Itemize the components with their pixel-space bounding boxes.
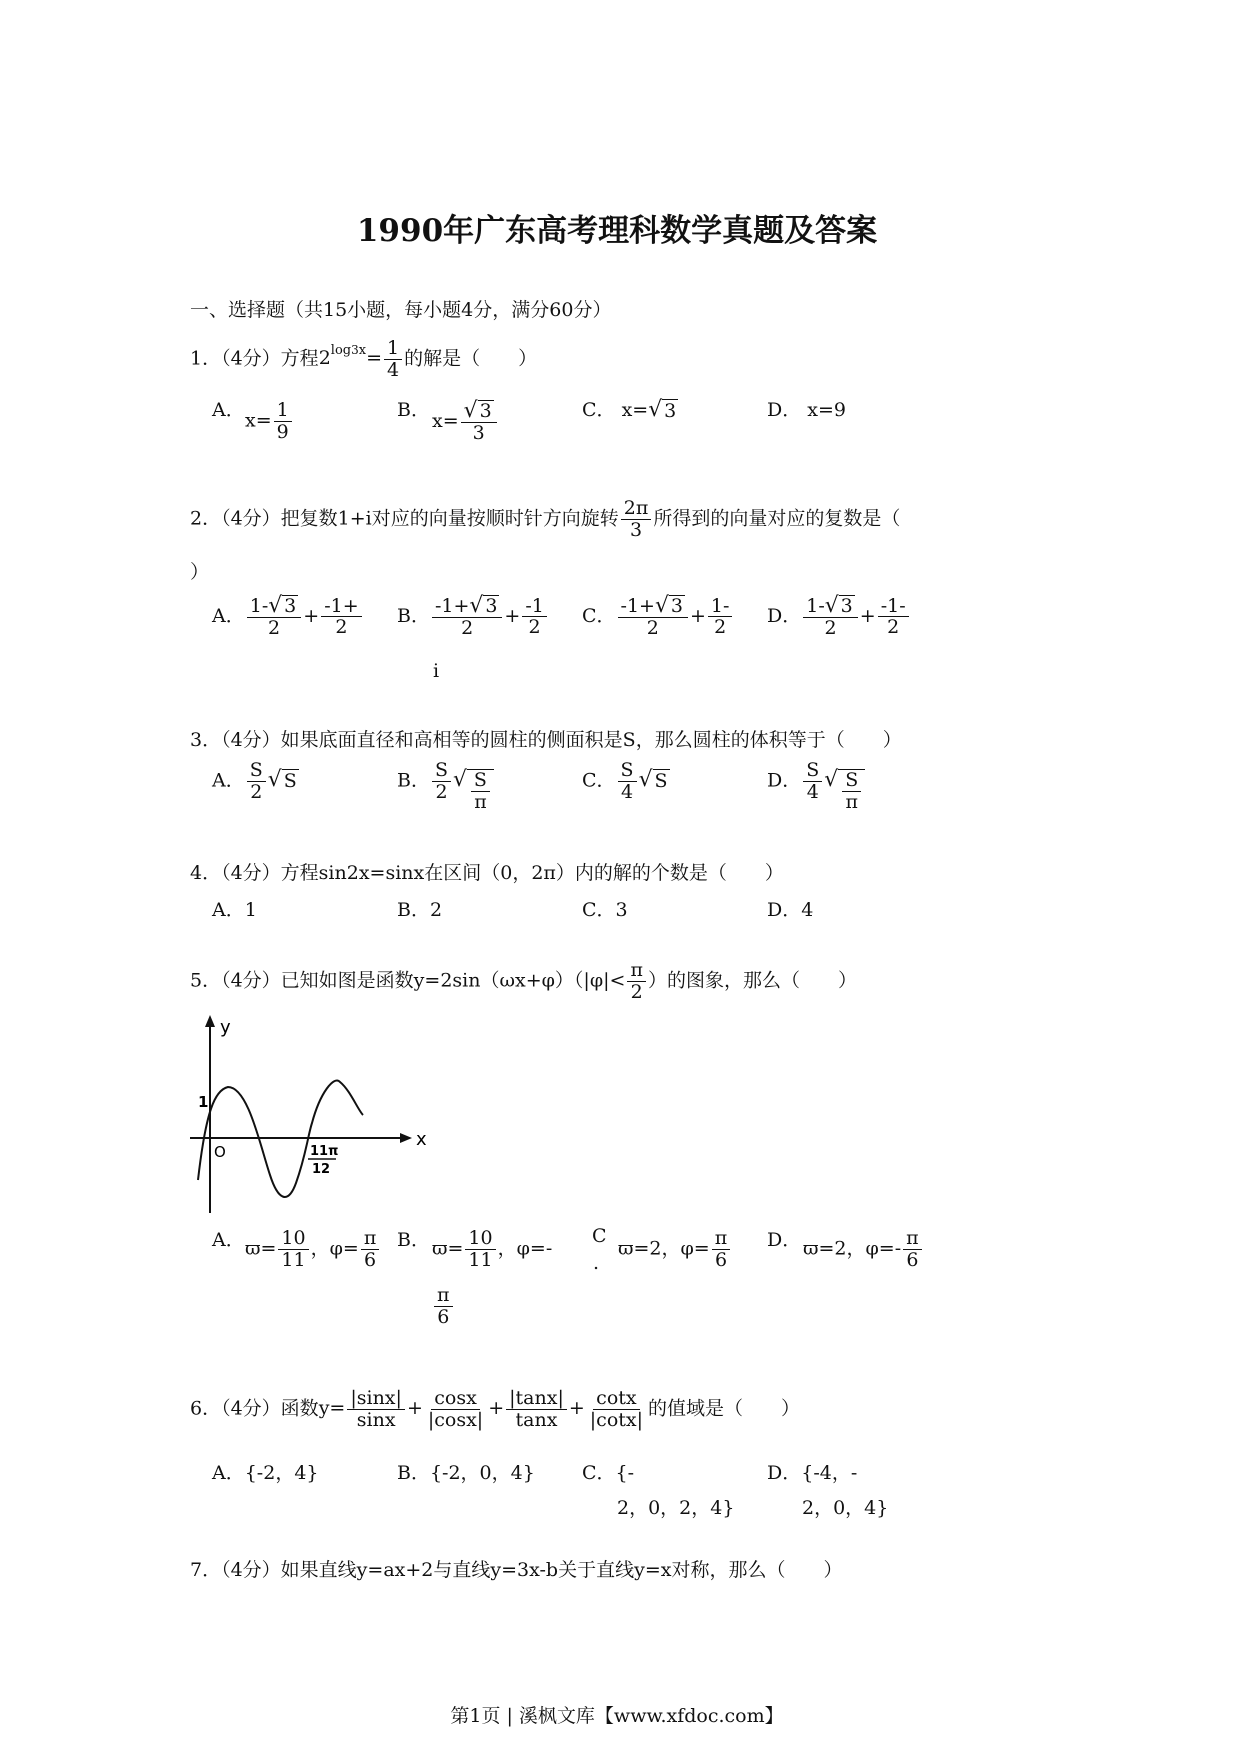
section-header: 一、选择题（共15小题，每小题4分，满分60分） xyxy=(190,299,612,321)
q5-option-c-dot: . xyxy=(593,1252,600,1274)
q3-option-d[interactable]: D． $\frac{S}{4}$ √ $\frac{S}{\pi}$ xyxy=(767,760,865,813)
page-footer: 第1页 | 溪枫文库【www.xfdoc.com】 xyxy=(450,1705,784,1727)
sine-graph xyxy=(190,1015,430,1219)
sine-graph-svg xyxy=(190,1015,430,1215)
axis-label-y: y xyxy=(220,1017,231,1038)
question-1-stem-prefix: 1．（4分）方程 xyxy=(190,347,319,370)
q5-option-b[interactable]: B． xyxy=(397,1229,430,1251)
q6-option-d-cont: 2，0，4} xyxy=(802,1497,889,1519)
q5-option-b-pi-six: $\frac{\pi}{6}$ xyxy=(432,1285,455,1328)
x-axis-arrow xyxy=(400,1133,412,1143)
question-5: 5．（4分）已知如图是函数y=2sin（ωx+φ）（|φ|< $\frac{\pi}{2}$ ）的图象，那么（ ） xyxy=(190,959,857,1003)
q3-option-a[interactable]: A． $\frac{S}{2}$ √ S xyxy=(212,759,297,803)
q2-option-a[interactable]: A． 1- √ 3 2 + $\frac{-1+}{2}$ xyxy=(212,595,364,639)
question-2: 2．（4分）把复数1+i对应的向量按顺时针方向旋转 $\frac{2\pi}{3}$ 所得到的向量对应的复数是（ xyxy=(190,497,901,541)
q5-option-d-value: ϖ=2，φ=- $\frac{\pi}{6}$ xyxy=(803,1228,924,1271)
q1-option-b[interactable]: B． xyxy=(397,399,430,421)
label-one: 1 xyxy=(198,1093,209,1111)
q1-option-a-value: x= $\frac{1}{9}$ xyxy=(245,400,294,443)
q6-option-c[interactable]: C．{- xyxy=(582,1462,635,1484)
q2-option-d[interactable]: D． 1- √ 3 2 + $\frac{-1-}{2}$ xyxy=(767,595,911,639)
question-7: 7．（4分）如果直线y=ax+2与直线y=3x-b关于直线y=x对称，那么（ ） xyxy=(190,1559,843,1581)
axis-label-x: x xyxy=(416,1129,427,1150)
q1-option-b-value: x= √ 3 3 xyxy=(432,400,499,444)
question-4: 4．（4分）方程sin2x=sinx在区间（0，2π）内的解的个数是（ ） xyxy=(190,862,784,884)
q4-option-c[interactable]: C．3 xyxy=(582,899,628,921)
q1-option-a[interactable]: A． xyxy=(212,399,245,421)
q5-option-b-value: ϖ= $\frac{10}{11}$ ，φ=- xyxy=(432,1227,553,1271)
q2-option-b-i: i xyxy=(433,660,440,682)
q5-option-a-value: ϖ= $\frac{10}{11}$ ，φ= $\frac{\pi}{6}$ xyxy=(245,1228,381,1271)
q2-option-b[interactable]: B． -1+ √ 3 2 + $\frac{-1}{2}$ xyxy=(397,595,549,639)
q6-option-a[interactable]: A．{-2，4} xyxy=(212,1462,319,1484)
label-point-num: 11π xyxy=(310,1144,339,1159)
function-formula: y= $\frac{|\sin x|}{\sin x}$ + $\frac{\cos x}{|\cos x|}$ + $\frac{|\tan x|}{\tan x}$ + $\frac{\cot x}{|\cot x|}$ xyxy=(318,1387,644,1431)
q3-option-b[interactable]: B． $\frac{S}{2}$ √ $\frac{S}{\pi}$ xyxy=(397,760,494,813)
label-point-den: 12 xyxy=(312,1162,331,1177)
y-axis-arrow xyxy=(205,1015,215,1027)
q4-option-a[interactable]: A．1 xyxy=(212,899,257,921)
question-3: 3．（4分）如果底面直径和高相等的圆柱的侧面积是S，那么圆柱的体积等于（ ） xyxy=(190,729,902,751)
q5-option-c[interactable]: C xyxy=(592,1225,607,1247)
q5-option-c-value: ϖ=2，φ= $\frac{\pi}{6}$ xyxy=(618,1228,732,1271)
q6-option-c-cont: 2，0，2，4} xyxy=(617,1497,735,1519)
q4-option-b[interactable]: B．2 xyxy=(397,899,443,921)
label-origin: O xyxy=(214,1143,226,1161)
q5-option-a[interactable]: A． xyxy=(212,1229,245,1251)
q2-option-c[interactable]: C． -1+ √ 3 2 + $\frac{1-}{2}$ xyxy=(582,595,734,639)
q1-option-c[interactable]: C． x= √ 3 xyxy=(582,397,677,422)
q1-option-d[interactable]: D． x=9 xyxy=(767,399,847,421)
formula-2-log: $2^{log3x}=$ xyxy=(318,343,382,370)
q3-option-c[interactable]: C． $\frac{S}{4}$ √ S xyxy=(582,759,668,803)
question-2-stem-cont: ） xyxy=(190,561,210,583)
fraction-one-quarter: $\frac{1}{4}$ xyxy=(384,338,402,381)
question-6: 6．（4分）函数y= $\frac{|\sin x|}{\sin x}$ + $\frac{\cos x}{|\cos x|}$ + $\frac{|\tan x|}{\tan x}$ + $\frac{\cot x}{|\cot x|}$ 的值域是（ ） xyxy=(190,1387,801,1431)
q4-option-d[interactable]: D．4 xyxy=(767,899,814,921)
question-1 xyxy=(190,338,537,381)
question-1-stem-suffix: 的解是（ ） xyxy=(404,347,538,370)
q5-option-d[interactable]: D． xyxy=(767,1229,802,1251)
q6-option-d[interactable]: D．{-4，- xyxy=(767,1462,858,1484)
q6-option-b[interactable]: B．{-2，0，4} xyxy=(397,1462,535,1484)
page-title: 1990年广东高考理科数学真题及答案 xyxy=(356,213,878,249)
